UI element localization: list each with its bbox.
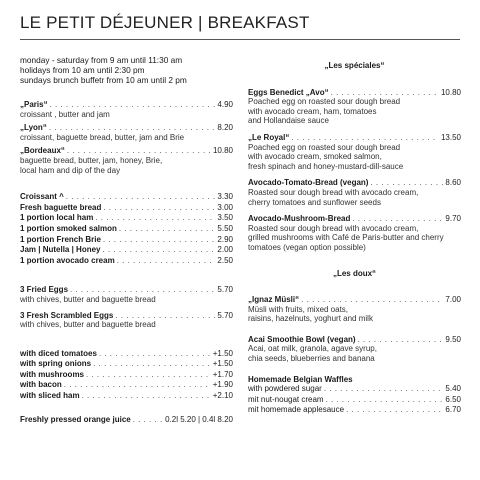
item-price: 3.50 [217, 213, 233, 223]
item-name: Avocado-Tomato-Bread (vegan) [248, 178, 369, 188]
leader-dots [324, 384, 444, 394]
item-name: with powdered sugar [248, 384, 322, 394]
title-divider [20, 39, 460, 40]
item-name: 1 portion avocado cream [20, 255, 115, 265]
item-description: with chives, butter and baguette bread [20, 294, 156, 304]
list-item [20, 245, 233, 255]
item-name: „Lyon“ [20, 123, 47, 133]
item-name: Acai Smoothie Bowl (vegan) [248, 334, 356, 344]
item-price: 8.60 [445, 178, 461, 188]
leader-dots [64, 380, 211, 390]
item-name: 1 portion French Brie [20, 234, 101, 244]
item-name: with spring onions [20, 359, 92, 369]
leader-dots [86, 370, 211, 380]
item-price: 3.30 [217, 192, 233, 202]
item-description: croissant, baguette bread, butter, jam and Brie [20, 132, 185, 142]
item-price: +1.50 [212, 348, 233, 358]
item-row [248, 88, 461, 98]
item-description: raisins, hazelnuts, yoghurt and milk [248, 314, 373, 324]
leader-dots [103, 203, 215, 213]
item-name: Croissant ^ [20, 192, 64, 202]
item-name: Freshly pressed orange juice [20, 414, 131, 424]
leader-dots [67, 146, 211, 156]
item-description: Roasted sour dough bread with avocado cream, [248, 223, 419, 233]
item-name: with bacon [20, 380, 62, 390]
list-item [20, 213, 233, 223]
item-description: grilled mushrooms with Café de Paris-butter and cherry [248, 233, 444, 243]
item-price: 13.50 [440, 132, 461, 142]
item-name: 1 portion local ham [20, 213, 94, 223]
list-item [20, 370, 233, 380]
item-description: cherry tomatoes and sunflower seeds [248, 197, 381, 207]
item-name: „Le Royal“ [248, 132, 290, 142]
item-row [20, 123, 233, 133]
menu-item-le-royal [248, 133, 461, 171]
hours-line: holidays from 10 am until 2:30 pm [20, 65, 145, 75]
item-price: 10.80 [440, 87, 461, 97]
item-description: Müsli with fruits, mixed oats, [248, 304, 349, 314]
leader-dots [82, 391, 211, 401]
item-row [20, 285, 233, 295]
item-description: with chives, butter and baguette bread [20, 320, 156, 330]
list-item [20, 380, 233, 390]
item-name: Avocado-Mushroom-Bread [248, 214, 351, 224]
item-name: with mushrooms [20, 369, 85, 379]
addons-list [20, 349, 233, 401]
leader-dots [301, 295, 443, 305]
item-price: 9.50 [445, 334, 461, 344]
item-price: +1.50 [212, 359, 233, 369]
leader-dots [93, 359, 211, 369]
waffles-heading: Homemade Belgian Waffles [248, 374, 353, 384]
list-item [248, 395, 461, 405]
item-price: 6.70 [445, 405, 461, 415]
menu-item-fried-eggs [20, 285, 233, 304]
leader-dots [346, 405, 443, 415]
section-heading-doux: „Les doux“ [332, 268, 377, 278]
menu-item-acai-bowl [248, 335, 461, 364]
item-description: Acai, oat milk, granola, agave syrup, [248, 344, 377, 354]
menu-item-paris [20, 100, 233, 119]
item-name: Fresh baguette bread [20, 202, 102, 212]
item-name: mit nut-nougat cream [248, 394, 324, 404]
item-price: 2.90 [217, 234, 233, 244]
juice-item [20, 415, 233, 425]
list-item [20, 203, 233, 213]
leader-dots [95, 213, 215, 223]
item-description: croissant , butter and jam [20, 109, 110, 119]
leader-dots [117, 256, 216, 266]
item-name: 1 portion smoked salmon [20, 223, 117, 233]
item-name: Eggs Benedict „Avo“ [248, 87, 329, 97]
item-name: Jam | Nutella | Honey [20, 245, 101, 255]
item-price: 4.90 [217, 100, 233, 109]
hours-line: monday - saturday from 9 am until 11:30 am [20, 55, 183, 65]
item-name: „Paris“ [20, 100, 48, 109]
item-row [248, 335, 461, 345]
item-price: 8.20 [217, 123, 233, 133]
extras-list [20, 192, 233, 265]
menu-item-scrambled-eggs [20, 311, 233, 330]
opening-hours [20, 55, 233, 85]
item-description: Poached egg on roasted sour dough bread [248, 142, 401, 152]
item-description: baguette bread, butter, jam, honey, Brie, [20, 155, 163, 165]
list-item [20, 256, 233, 266]
item-name: „Bordeaux“ [20, 146, 65, 156]
list-item [20, 235, 233, 245]
item-name: 3 Fresh Scrambled Eggs [20, 310, 114, 320]
item-price: 5.70 [217, 310, 233, 320]
menu-item-lyon [20, 123, 233, 142]
menu-item-avocado-mushroom [248, 214, 461, 252]
menu-item-eggs-benedict [248, 88, 461, 126]
item-description: tomatoes (vegan option possible) [248, 242, 366, 252]
leader-dots [358, 335, 444, 345]
item-description: Poached egg on roasted sour dough bread [248, 97, 401, 107]
leader-dots [103, 245, 216, 255]
page-title: LE PETIT DÉJEUNER | BREAKFAST [20, 13, 310, 32]
waffles-list [248, 384, 461, 415]
item-description: Roasted sour dough bread with avocado cream, [248, 187, 419, 197]
item-price: 3.00 [217, 202, 233, 212]
list-item [20, 359, 233, 369]
item-name: „Ignaz Müsli“ [248, 295, 300, 305]
leader-dots [370, 178, 443, 188]
leader-dots [99, 349, 211, 359]
item-name: 3 Fried Eggs [20, 285, 69, 295]
leader-dots [291, 133, 439, 143]
menu-item-ignaz-muesli [248, 295, 461, 324]
item-price: 5.50 [217, 223, 233, 233]
item-price: 10.80 [212, 146, 233, 156]
list-item [20, 224, 233, 234]
item-row [248, 214, 461, 224]
leader-dots [119, 224, 216, 234]
item-price: 2.00 [217, 245, 233, 255]
item-name: with diced tomatoes [20, 348, 97, 358]
item-price: 5.70 [217, 285, 233, 295]
item-price: 6.50 [445, 394, 461, 404]
leader-dots [50, 100, 216, 110]
item-description: with avocado cream, smoked salmon, [248, 152, 382, 162]
list-item [248, 405, 461, 415]
menu-item-bordeaux [20, 146, 233, 175]
item-price: +2.10 [212, 391, 233, 401]
item-description: chia seeds, blueberries and banana [248, 354, 375, 364]
item-price: +1.90 [212, 380, 233, 390]
leader-dots [66, 192, 216, 202]
item-row [20, 100, 233, 110]
list-item [20, 192, 233, 202]
menu-item-avocado-tomato [248, 178, 461, 207]
left-column [20, 55, 233, 424]
item-name: mit homemade applesauce [248, 405, 345, 415]
leader-dots [331, 88, 439, 98]
item-price: 0.2l 5.20 | 0.4l 8.20 [165, 414, 233, 424]
item-row [248, 133, 461, 143]
item-price: 5.40 [445, 384, 461, 394]
section-heading-specials: „Les spéciales“ [324, 61, 385, 70]
leader-dots [70, 285, 215, 295]
item-description: local ham and dip of the day [20, 165, 121, 175]
leader-dots [326, 395, 444, 405]
item-row [248, 178, 461, 188]
list-item [20, 349, 233, 359]
item-name: with sliced ham [20, 391, 80, 401]
item-price: 7.00 [445, 295, 461, 305]
item-row [20, 311, 233, 321]
leader-dots [103, 235, 216, 245]
item-price: 2.50 [217, 255, 233, 265]
leader-dots [49, 123, 216, 133]
leader-dots [115, 311, 215, 321]
leader-dots [133, 415, 163, 425]
item-row [20, 146, 233, 156]
right-column [248, 55, 461, 416]
list-item [20, 391, 233, 401]
hours-line: sundays brunch buffetr from 10 am until 2 pm [20, 75, 187, 85]
leader-dots [352, 214, 443, 224]
item-price: +1.70 [212, 369, 233, 379]
item-description: and Hollandaise sauce [248, 116, 329, 126]
list-item [248, 384, 461, 394]
item-description: with avocado cream, ham, tomatoes [248, 106, 377, 116]
item-row [248, 295, 461, 305]
item-price: 9.70 [445, 214, 461, 224]
item-description: fresh spinach and honey-mustard-dill-sauce [248, 161, 404, 171]
